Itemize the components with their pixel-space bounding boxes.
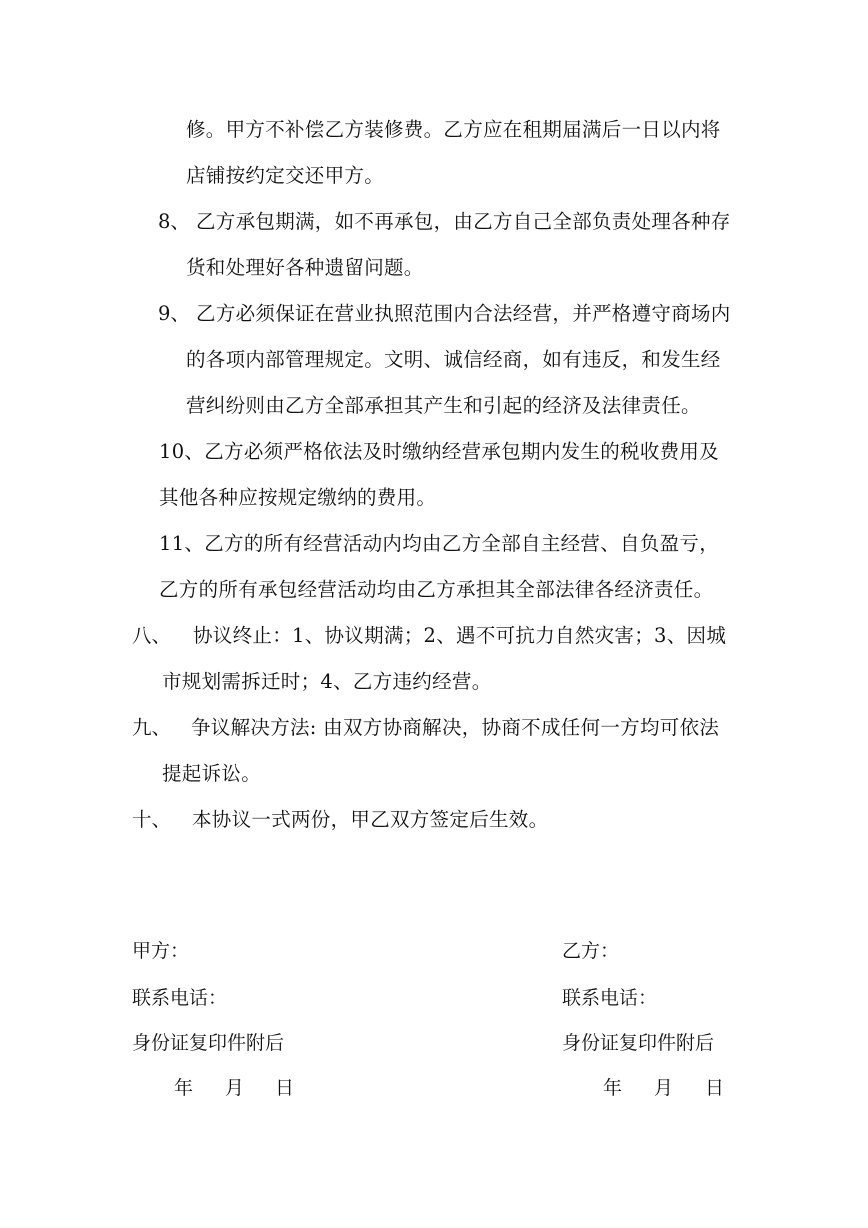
item8-line-1: 乙方承包期满，如不再承包，由乙方自己全部负责处理各种存 — [196, 210, 731, 233]
item11-line-1: 11、乙方的所有经营活动内均由乙方全部自主经营、自负盈亏， — [159, 532, 720, 555]
party-a-phone-label: 联系电话： — [132, 987, 228, 1009]
section10-line-1: 本协议一式两份，甲乙双方签定后生效。 — [192, 808, 549, 831]
item8-number: 8、 — [158, 210, 190, 233]
section10-number: 十、 — [132, 808, 172, 831]
section9-line-1: 争议解决方法: 由双方协商解决，协商不成任何一方均可依法 — [191, 716, 720, 739]
party-a-date-month: 月 — [225, 1077, 245, 1099]
section8-line-2: 市规划需拆迁时；4、乙方违约经营。 — [162, 670, 492, 693]
party-a-id-note: 身份证复印件附后 — [132, 1032, 285, 1054]
section9-number: 九、 — [132, 716, 172, 739]
item9-line-3: 营纠纷则由乙方全部承担其产生和引起的经济及法律责任。 — [186, 394, 701, 417]
party-b-phone-label: 联系电话： — [562, 987, 658, 1009]
party-b-date-month: 月 — [654, 1077, 674, 1099]
item10-line-2: 其他各种应按规定缴纳的费用。 — [159, 486, 437, 509]
party-a-date-day: 日 — [275, 1077, 295, 1099]
item8-line-2: 货和处理好各种遗留问题。 — [186, 256, 424, 279]
party-b-label: 乙方： — [562, 940, 620, 962]
item7-line-1: 修。甲方不补偿乙方装修费。乙方应在租期届满后一日以内将 — [186, 118, 721, 141]
party-a-date-year: 年 — [174, 1077, 194, 1099]
item10-line-1: 10、乙方必须严格依法及时缴纳经营承包期内发生的税收费用及 — [159, 440, 720, 463]
item9-line-1: 乙方必须保证在营业执照范围内合法经营，并严格遵守商场内 — [196, 302, 731, 325]
party-b-id-note: 身份证复印件附后 — [562, 1032, 715, 1054]
item9-line-2: 的各项内部管理规定。文明、诚信经商，如有违反，和发生经 — [186, 348, 721, 371]
item9-number: 9、 — [158, 302, 190, 325]
party-a-label: 甲方： — [132, 940, 190, 962]
section8-line-1: 协议终止：1、协议期满；2、遇不可抗力自然灾害；3、因城 — [193, 624, 727, 647]
section8-number: 八、 — [132, 624, 172, 647]
party-b-date-day: 日 — [705, 1077, 725, 1099]
section9-line-2: 提起诉讼。 — [162, 762, 262, 785]
item7-line-2: 店铺按约定交还甲方。 — [186, 164, 385, 187]
item11-line-2: 乙方的所有承包经营活动均由乙方承担其全部法律各经济责任。 — [159, 578, 714, 601]
party-b-date-year: 年 — [603, 1077, 623, 1099]
